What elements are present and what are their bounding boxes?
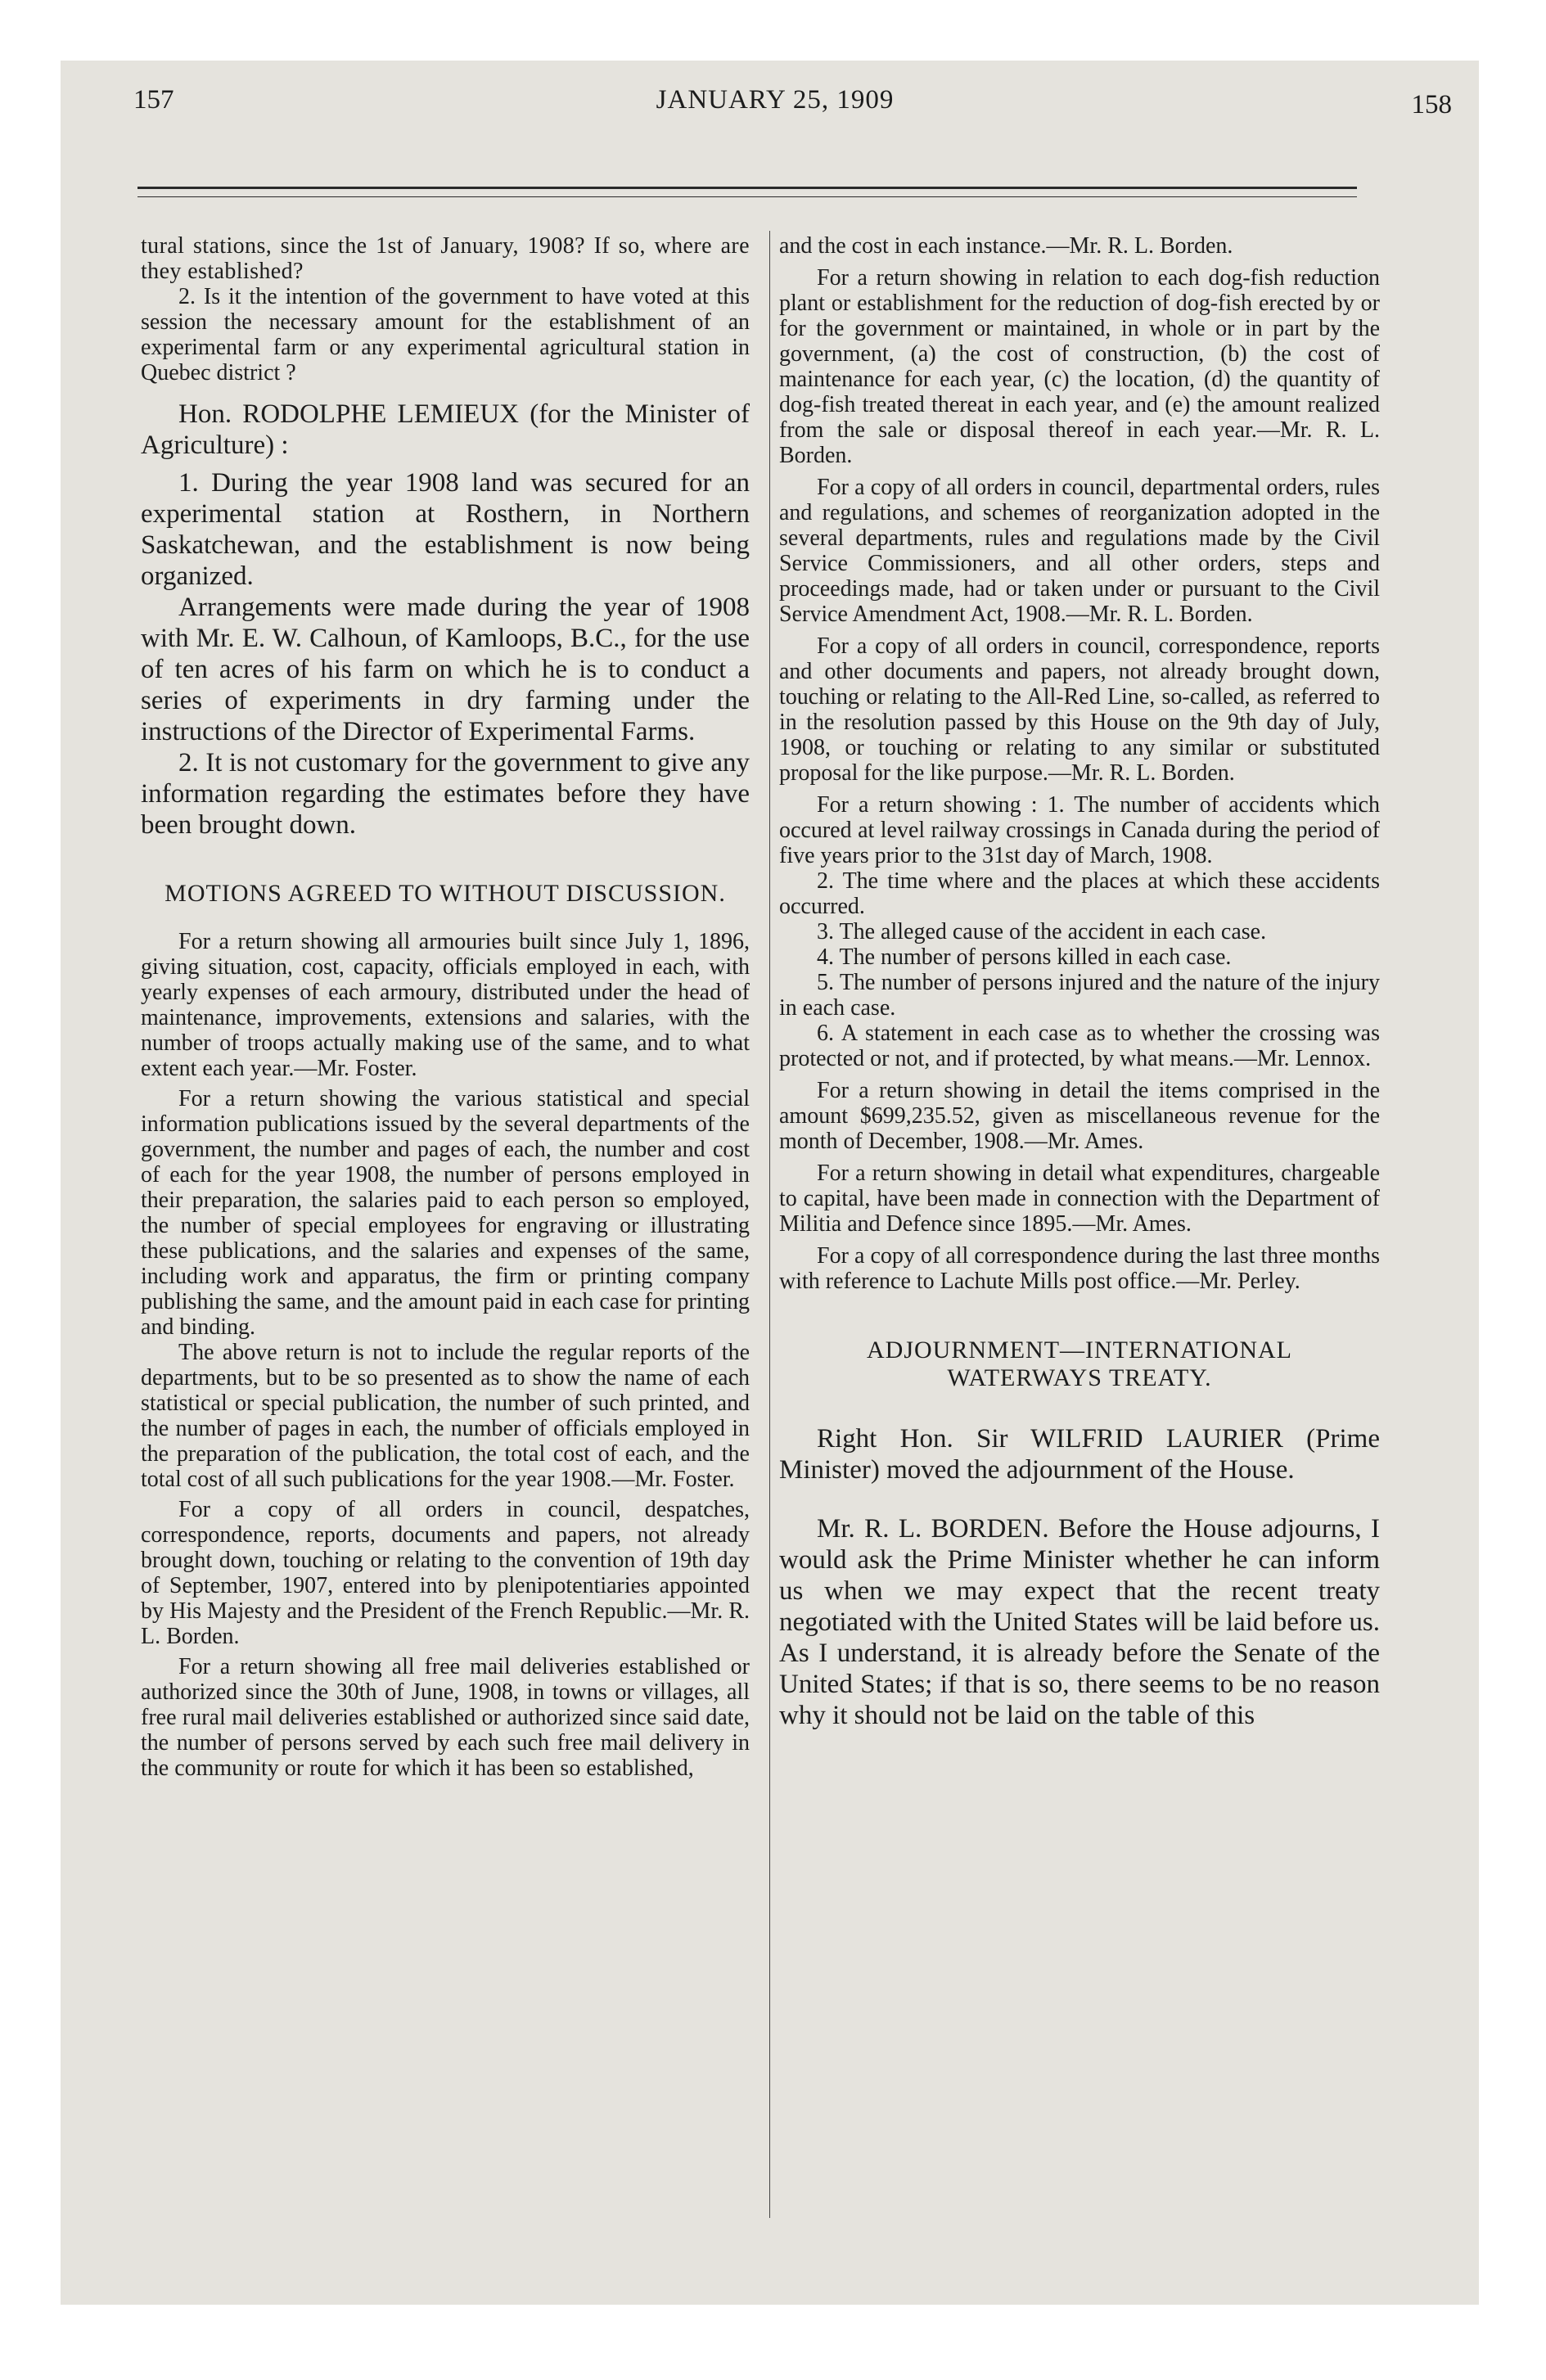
- paragraph: 2. It is not customary for the government to give any information regarding the estimates before they have been brought down.: [141, 748, 750, 840]
- header-rule-thick: [137, 187, 1357, 189]
- motion-paragraph: For a copy of all orders in council, despatches, correspondence, reports, documents and papers, not already brought down, touching or relating to the convention of 19th day of September, 1907, entered into by plenipotentiaries appointed by His Majesty and the President of the French Republic.—Mr. R. L. Borden.: [141, 1497, 750, 1649]
- speaker-paragraph: Right Hon. Sir WILFRID LAURIER (Prime Minister) moved the adjournment of the House.: [779, 1424, 1380, 1485]
- column-divider: [769, 231, 770, 2218]
- page-number-right: 158: [1411, 90, 1452, 119]
- paragraph: 1. During the year 1908 land was secured for an experimental station at Rosthern, in Northern Saskatchewan, and the establishment is now being organized.: [141, 468, 750, 591]
- right-column: [779, 233, 1380, 1731]
- motion-paragraph: For a return showing in detail the items comprised in the amount $699,235.52, given as miscellaneous revenue for the month of December, 1908.—Mr. Ames.: [779, 1078, 1380, 1154]
- paragraph: 2. Is it the intention of the government to have voted at this session the necessary amount for the establishment of an experimental farm or any experimental agricultural station in Quebec district ?: [141, 284, 750, 385]
- motion-paragraph: The above return is not to include the regular reports of the departments, but to be so presented as to show the name of each statistical or special publication, the number of such printed, and the number of pages in each, the number of officials employed in the preparation of the publication, the total cost of each, and the total cost of all such publications for the year 1908.—Mr. Foster.: [141, 1340, 750, 1492]
- speaker-paragraph: Hon. RODOLPHE LEMIEUX (for the Minister of Agriculture) :: [141, 399, 750, 460]
- list-item: 5. The number of persons injured and the nature of the injury in each case.: [779, 970, 1380, 1021]
- list-item: 6. A statement in each case as to whether the crossing was protected or not, and if protected, by what means.—Mr. Lennox.: [779, 1021, 1380, 1071]
- motion-paragraph: For a return showing the various statistical and special information publications issued by the several departments of the government, the number and pages of each, the number and cost of each for the year 1908, the number of persons employed in their preparation, the salaries paid to each person so employed, the number of special employees for engraving or illustrating these publications, and the salaries and expenses of the same, including work and apparatus, the firm or printing company publishing the same, and the amount paid in each case for printing and binding.: [141, 1086, 750, 1340]
- paragraph: and the cost in each instance.—Mr. R. L. Borden.: [779, 233, 1233, 259]
- list-item: 3. The alleged cause of the accident in each case.: [817, 919, 1267, 944]
- list-item: 2. The time where and the places at which these accidents occurred.: [779, 868, 1380, 919]
- motion-paragraph: For a return showing in relation to each dog-fish reduction plant or establishment for the reduction of dog-fish erected by or for the government or maintained, in whole or in part by the government, (a) the cost of construction, (b) the cost of maintenance for each year, (c) the location, (d) the quantity of dog-fish treated thereat in each year, and (e) the amount realized from the sale or disposal thereof in each year.—Mr. R. L. Borden.: [779, 265, 1380, 468]
- motion-paragraph: For a return showing in detail what expenditures, chargeable to capital, have been made in connection with the Department of Militia and Defence since 1895.—Mr. Ames.: [779, 1161, 1380, 1237]
- paragraph: Arrangements were made during the year of 1908 with Mr. E. W. Calhoun, of Kamloops, B.C., for the use of ten acres of his farm on which he is to conduct a series of experiments in dry farming under the instructions of the Director of Experimental Farms.: [141, 593, 750, 746]
- motion-paragraph: For a return showing all armouries built since July 1, 1896, giving situation, cost, capacity, officials employed in each, with yearly expenses of each armoury, distributed under the head of maintenance, improvements, extensions and salaries, with the number of troops actually making use of the same, and to what extent each year.—Mr. Foster.: [141, 929, 750, 1081]
- left-column: [141, 233, 750, 1781]
- motion-paragraph: For a return showing all free mail deliveries established or authorized since the 30th of June, 1908, in towns or villages, all free rural mail deliveries established or authorized since said date, the number of persons served by each such free mail delivery in the community or route for which it has been so established,: [141, 1654, 750, 1781]
- page-number-left: 157: [133, 85, 174, 115]
- motion-paragraph: For a copy of all orders in council, correspondence, reports and other documents and papers, not already brought down, touching or relating to the All-Red Line, so-called, as referred to in the resolution passed by this House on the 9th day of July, 1908, or touching or relating to any similar or substituted proposal for the like purpose.—Mr. R. L. Borden.: [779, 633, 1380, 786]
- header-rule-thin: [137, 196, 1357, 197]
- list-item: 4. The number of persons killed in each case.: [817, 944, 1232, 970]
- motion-paragraph: For a copy of all correspondence during the last three months with reference to Lachute Mills post office.—Mr. Perley.: [779, 1243, 1380, 1294]
- page-date-title: JANUARY 25, 1909: [656, 85, 895, 115]
- motion-paragraph: For a return showing : 1. The number of accidents which occured at level railway crossings in Canada during the period of five years prior to the 31st day of March, 1908.: [779, 792, 1380, 868]
- section-heading: ADJOURNMENT—INTERNATIONAL WATERWAYS TREATY.: [867, 1336, 1292, 1391]
- motion-paragraph: For a copy of all orders in council, departmental orders, rules and regulations, and schemes of reorganization adopted in the several departments, rules and regulations made by the Civil Service Commissioners, and all other orders, steps and proceedings made, had or taken under or pursuant to the Civil Service Amendment Act, 1908.—Mr. R. L. Borden.: [779, 475, 1380, 627]
- paragraph: tural stations, since the 1st of January, 1908? If so, where are they established?: [141, 233, 750, 284]
- speaker-paragraph: Mr. R. L. BORDEN. Before the House adjourns, I would ask the Prime Minister whether he can inform us when we may expect that the recent treaty negotiated with the United States will be laid before us. As I understand, it is already before the Senate of the United States; if that is so, there seems to be no reason why it should not be laid on the table of this: [779, 1514, 1380, 1730]
- page-header: [72, 85, 1478, 134]
- section-heading: MOTIONS AGREED TO WITHOUT DISCUSSION.: [165, 880, 726, 907]
